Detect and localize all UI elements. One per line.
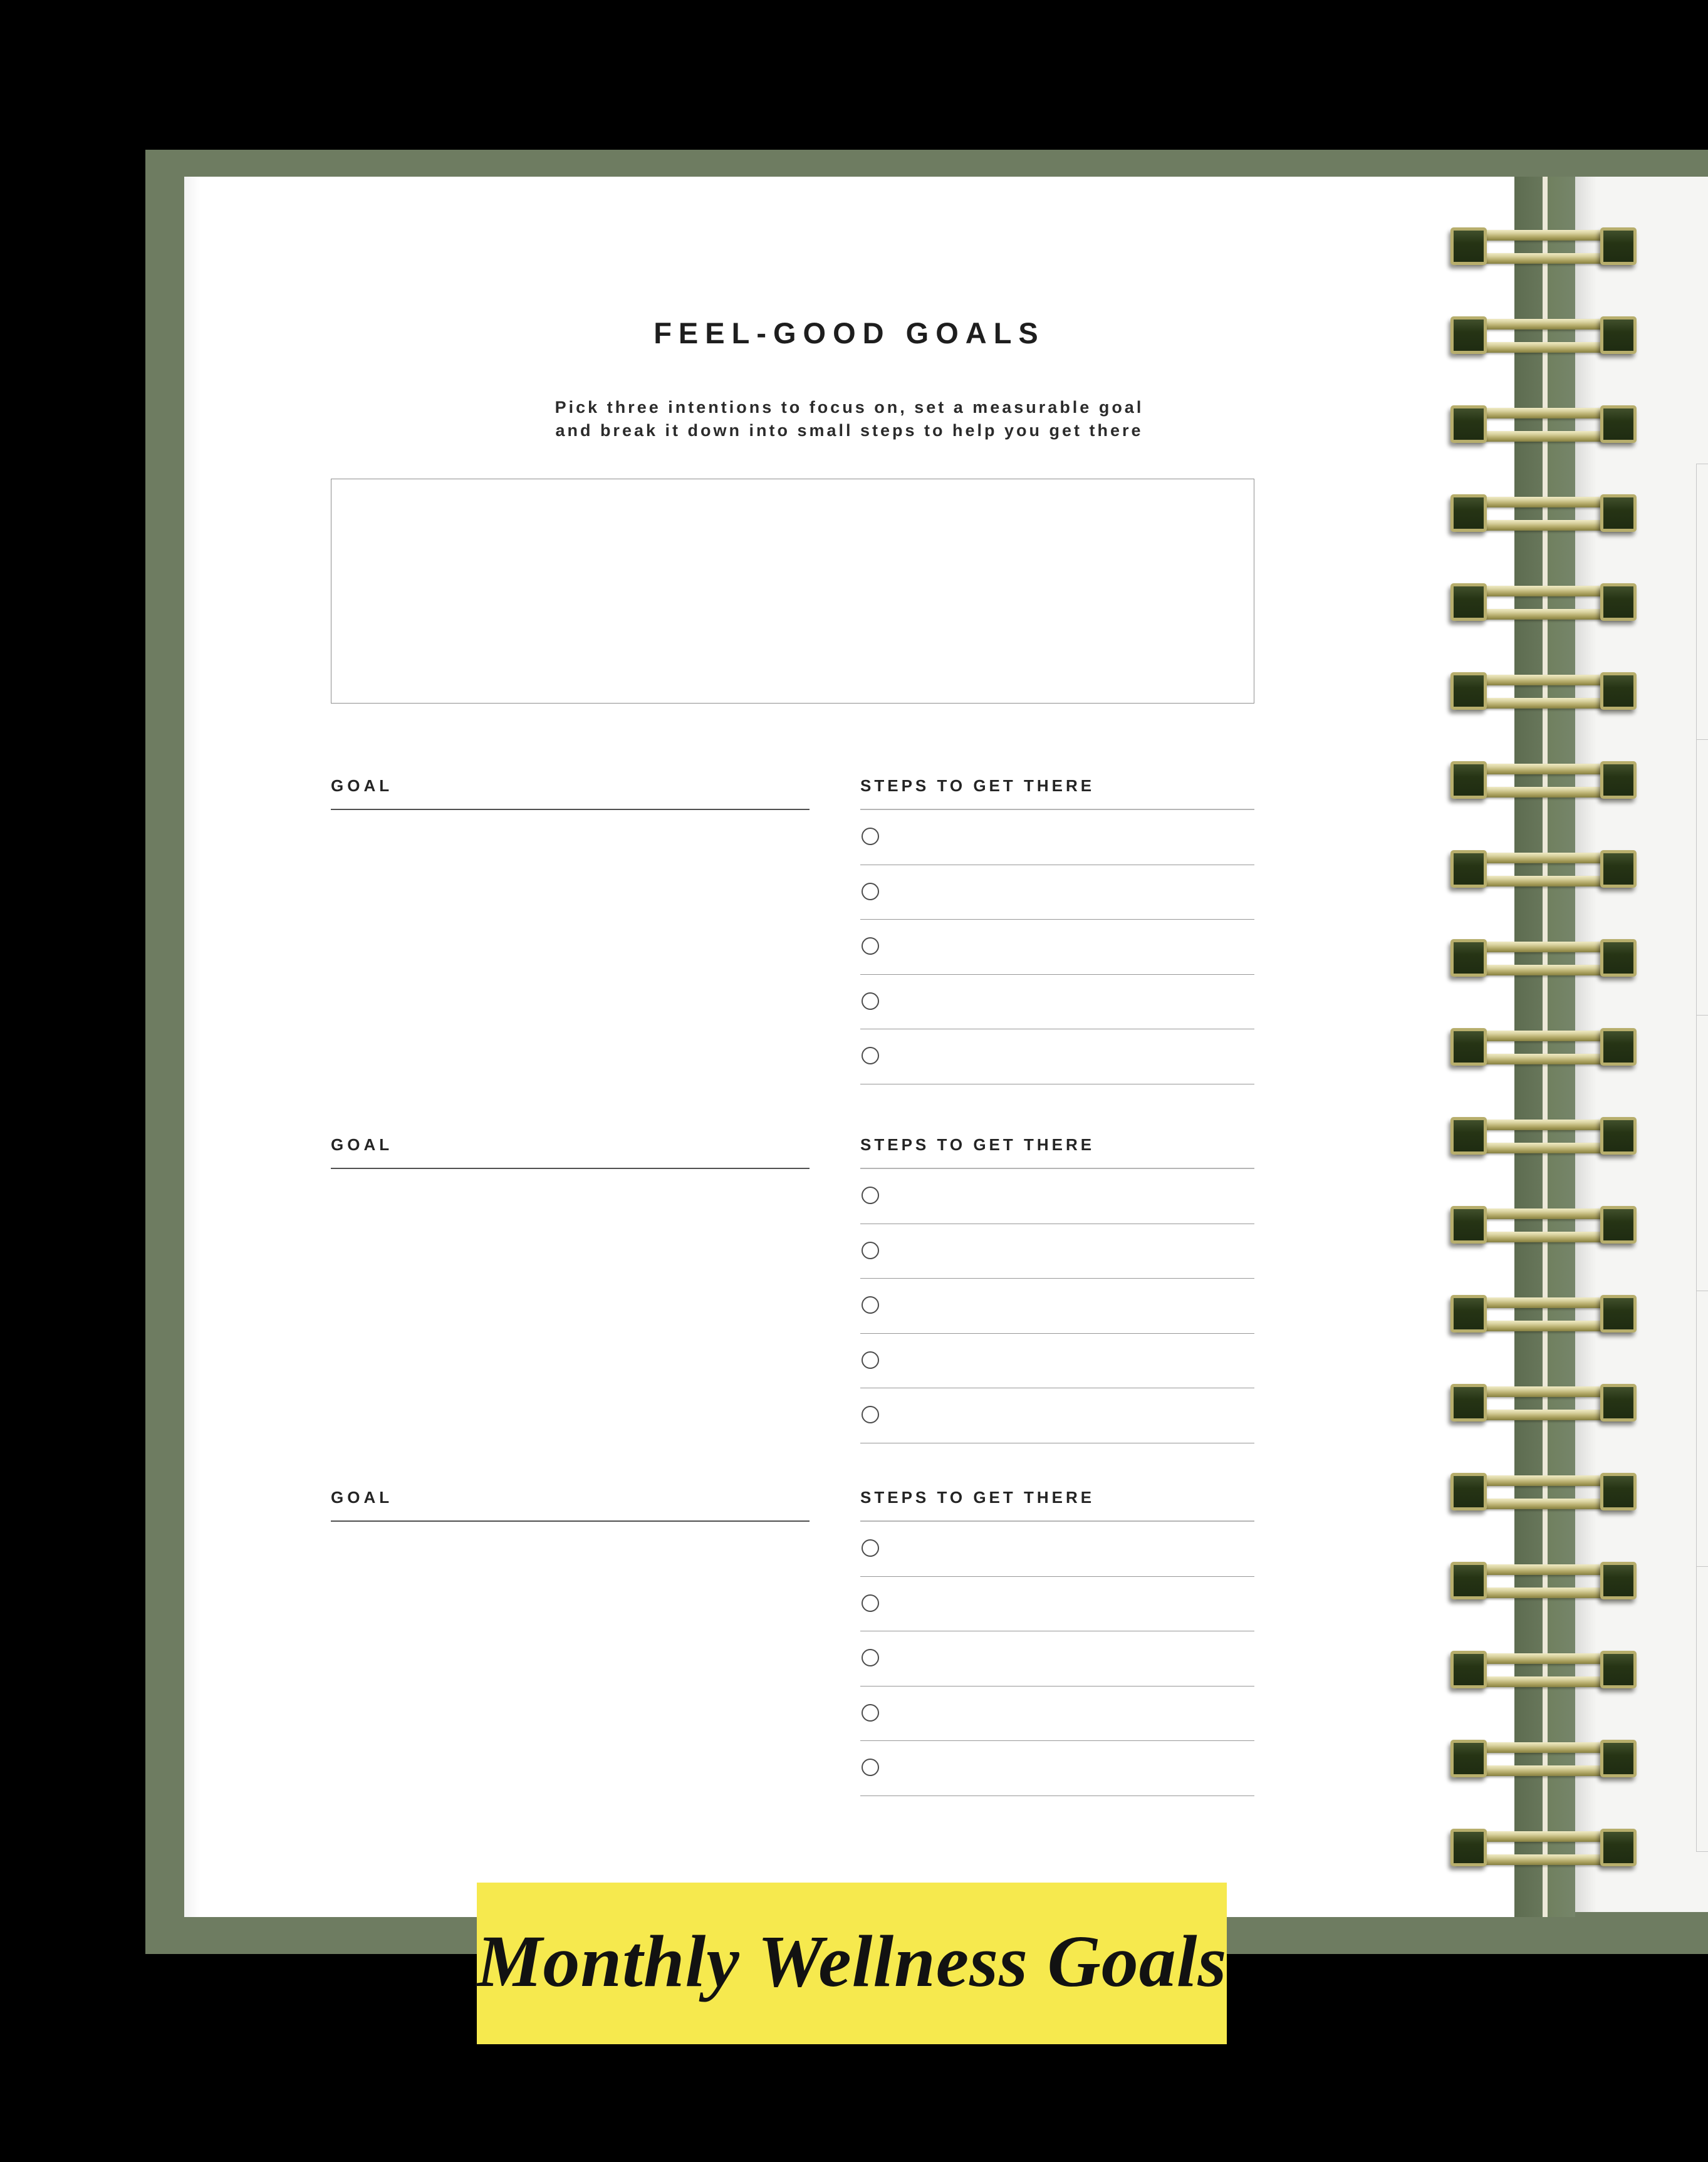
spiral-coil bbox=[1450, 1651, 1637, 1688]
step-bullet-circle[interactable] bbox=[862, 1187, 879, 1204]
step-bullet-circle[interactable] bbox=[862, 1351, 879, 1369]
coil-cap bbox=[1600, 1473, 1637, 1510]
coil-cap bbox=[1450, 1295, 1487, 1333]
page-subtitle-line-1: Pick three intentions to focus on, set a measurable goal bbox=[555, 398, 1144, 417]
step-input-line[interactable] bbox=[860, 1741, 1254, 1796]
coil-cap bbox=[1450, 1473, 1487, 1510]
step-bullet-circle[interactable] bbox=[862, 1047, 879, 1064]
goal-label: GOAL bbox=[331, 1488, 393, 1507]
goal-label: GOAL bbox=[331, 776, 393, 795]
coil-cap bbox=[1600, 1829, 1637, 1866]
spiral-coil bbox=[1450, 583, 1637, 621]
coil-cap bbox=[1450, 583, 1487, 621]
spiral-coil bbox=[1450, 1473, 1637, 1510]
spiral-coil bbox=[1450, 1117, 1637, 1155]
goal-input-line[interactable] bbox=[331, 1168, 810, 1169]
goal-column bbox=[331, 1488, 810, 1507]
goal-section-3 bbox=[331, 1488, 1254, 1829]
coil-cap bbox=[1600, 939, 1637, 977]
coil-cap bbox=[1450, 939, 1487, 977]
coil-cap bbox=[1450, 1829, 1487, 1866]
coil-cap bbox=[1450, 494, 1487, 532]
page-subtitle bbox=[184, 396, 1514, 442]
step-input-line[interactable] bbox=[860, 1279, 1254, 1334]
coil-cap bbox=[1450, 1384, 1487, 1421]
coil-cap bbox=[1600, 850, 1637, 888]
step-bullet-circle[interactable] bbox=[862, 992, 879, 1010]
step-input-line[interactable] bbox=[860, 920, 1254, 975]
notes-box[interactable] bbox=[331, 479, 1254, 704]
coil-cap bbox=[1600, 1028, 1637, 1066]
step-input-line[interactable] bbox=[860, 1577, 1254, 1632]
spiral-coil bbox=[1450, 1384, 1637, 1421]
step-input-line[interactable] bbox=[860, 1169, 1254, 1224]
step-bullet-circle[interactable] bbox=[862, 1296, 879, 1314]
spiral-coil bbox=[1450, 227, 1637, 265]
step-input-line[interactable] bbox=[860, 1224, 1254, 1279]
coil-cap bbox=[1450, 316, 1487, 354]
spiral-coil bbox=[1450, 1028, 1637, 1066]
goal-section-2 bbox=[331, 1135, 1254, 1477]
coil-cap bbox=[1450, 1117, 1487, 1155]
step-bullet-circle[interactable] bbox=[862, 1704, 879, 1722]
coil-cap bbox=[1450, 1651, 1487, 1688]
page-subtitle-line-2: and break it down into small steps to help you get there bbox=[555, 421, 1143, 440]
steps-rows bbox=[860, 1522, 1254, 1796]
steps-column bbox=[860, 1488, 1254, 1507]
coil-cap bbox=[1600, 1206, 1637, 1244]
coil-cap bbox=[1450, 1740, 1487, 1777]
coil-cap bbox=[1600, 227, 1637, 265]
coil-cap bbox=[1450, 850, 1487, 888]
step-input-line[interactable] bbox=[860, 865, 1254, 920]
spiral-coil bbox=[1450, 405, 1637, 443]
spiral-coil bbox=[1450, 1740, 1637, 1777]
step-bullet-circle[interactable] bbox=[862, 883, 879, 900]
coil-cap bbox=[1450, 1562, 1487, 1599]
coil-cap bbox=[1600, 1740, 1637, 1777]
planner-page bbox=[184, 177, 1514, 1917]
steps-label: STEPS TO GET THERE bbox=[860, 1488, 1095, 1507]
goal-input-line[interactable] bbox=[331, 1520, 810, 1522]
steps-label: STEPS TO GET THERE bbox=[860, 776, 1095, 795]
coil-cap bbox=[1600, 1295, 1637, 1333]
step-input-line[interactable] bbox=[860, 1686, 1254, 1742]
spiral-coil bbox=[1450, 1829, 1637, 1866]
step-bullet-circle[interactable] bbox=[862, 1539, 879, 1557]
next-page-rule bbox=[1696, 1851, 1708, 1852]
spiral-coil bbox=[1450, 1562, 1637, 1599]
next-page-box-border bbox=[1696, 464, 1697, 1851]
steps-label: STEPS TO GET THERE bbox=[860, 1135, 1095, 1154]
step-bullet-circle[interactable] bbox=[862, 937, 879, 955]
spiral-coil bbox=[1450, 761, 1637, 799]
coil-cap bbox=[1450, 227, 1487, 265]
step-bullet-circle[interactable] bbox=[862, 1406, 879, 1423]
goal-input-line[interactable] bbox=[331, 809, 810, 810]
coil-cap bbox=[1600, 1384, 1637, 1421]
step-input-line[interactable] bbox=[860, 1334, 1254, 1389]
step-input-line[interactable] bbox=[860, 810, 1254, 865]
next-page-rule bbox=[1696, 1566, 1708, 1567]
coil-cap bbox=[1450, 1028, 1487, 1066]
step-bullet-circle[interactable] bbox=[862, 1759, 879, 1776]
steps-rows bbox=[860, 810, 1254, 1084]
goal-column bbox=[331, 776, 810, 796]
step-input-line[interactable] bbox=[860, 1631, 1254, 1686]
steps-column bbox=[860, 776, 1254, 796]
spiral-coil bbox=[1450, 1206, 1637, 1244]
coil-cap bbox=[1600, 672, 1637, 710]
step-bullet-circle[interactable] bbox=[862, 1242, 879, 1259]
coil-cap bbox=[1450, 405, 1487, 443]
steps-column bbox=[860, 1135, 1254, 1155]
next-page-rule bbox=[1696, 1015, 1708, 1016]
coil-cap bbox=[1450, 761, 1487, 799]
spiral-coil bbox=[1450, 672, 1637, 710]
spiral-coil bbox=[1450, 316, 1637, 354]
coil-cap bbox=[1600, 761, 1637, 799]
banner-label: Monthly Wellness Goals bbox=[476, 1920, 1227, 2002]
step-bullet-circle[interactable] bbox=[862, 1594, 879, 1612]
coil-cap bbox=[1450, 1206, 1487, 1244]
coil-cap bbox=[1600, 1117, 1637, 1155]
steps-rows bbox=[860, 1169, 1254, 1443]
spiral-coil bbox=[1450, 494, 1637, 532]
coil-cap bbox=[1600, 405, 1637, 443]
coil-cap bbox=[1600, 494, 1637, 532]
coil-cap bbox=[1450, 672, 1487, 710]
goal-label: GOAL bbox=[331, 1135, 393, 1154]
title-banner bbox=[477, 1883, 1227, 2044]
coil-cap bbox=[1600, 1651, 1637, 1688]
step-input-line[interactable] bbox=[860, 1029, 1254, 1084]
goal-section-1 bbox=[331, 776, 1254, 1118]
step-input-line[interactable] bbox=[860, 1388, 1254, 1443]
coil-cap bbox=[1600, 316, 1637, 354]
step-input-line[interactable] bbox=[860, 975, 1254, 1030]
spiral-coil bbox=[1450, 1295, 1637, 1333]
goal-column bbox=[331, 1135, 810, 1155]
spiral-coil bbox=[1450, 939, 1637, 977]
step-bullet-circle[interactable] bbox=[862, 1649, 879, 1666]
coil-cap bbox=[1600, 1562, 1637, 1599]
coil-cap bbox=[1600, 583, 1637, 621]
spiral-coil bbox=[1450, 850, 1637, 888]
next-page-rule bbox=[1696, 739, 1708, 740]
page-title: FEEL-GOOD GOALS bbox=[654, 316, 1045, 350]
step-bullet-circle[interactable] bbox=[862, 828, 879, 845]
step-input-line[interactable] bbox=[860, 1522, 1254, 1577]
